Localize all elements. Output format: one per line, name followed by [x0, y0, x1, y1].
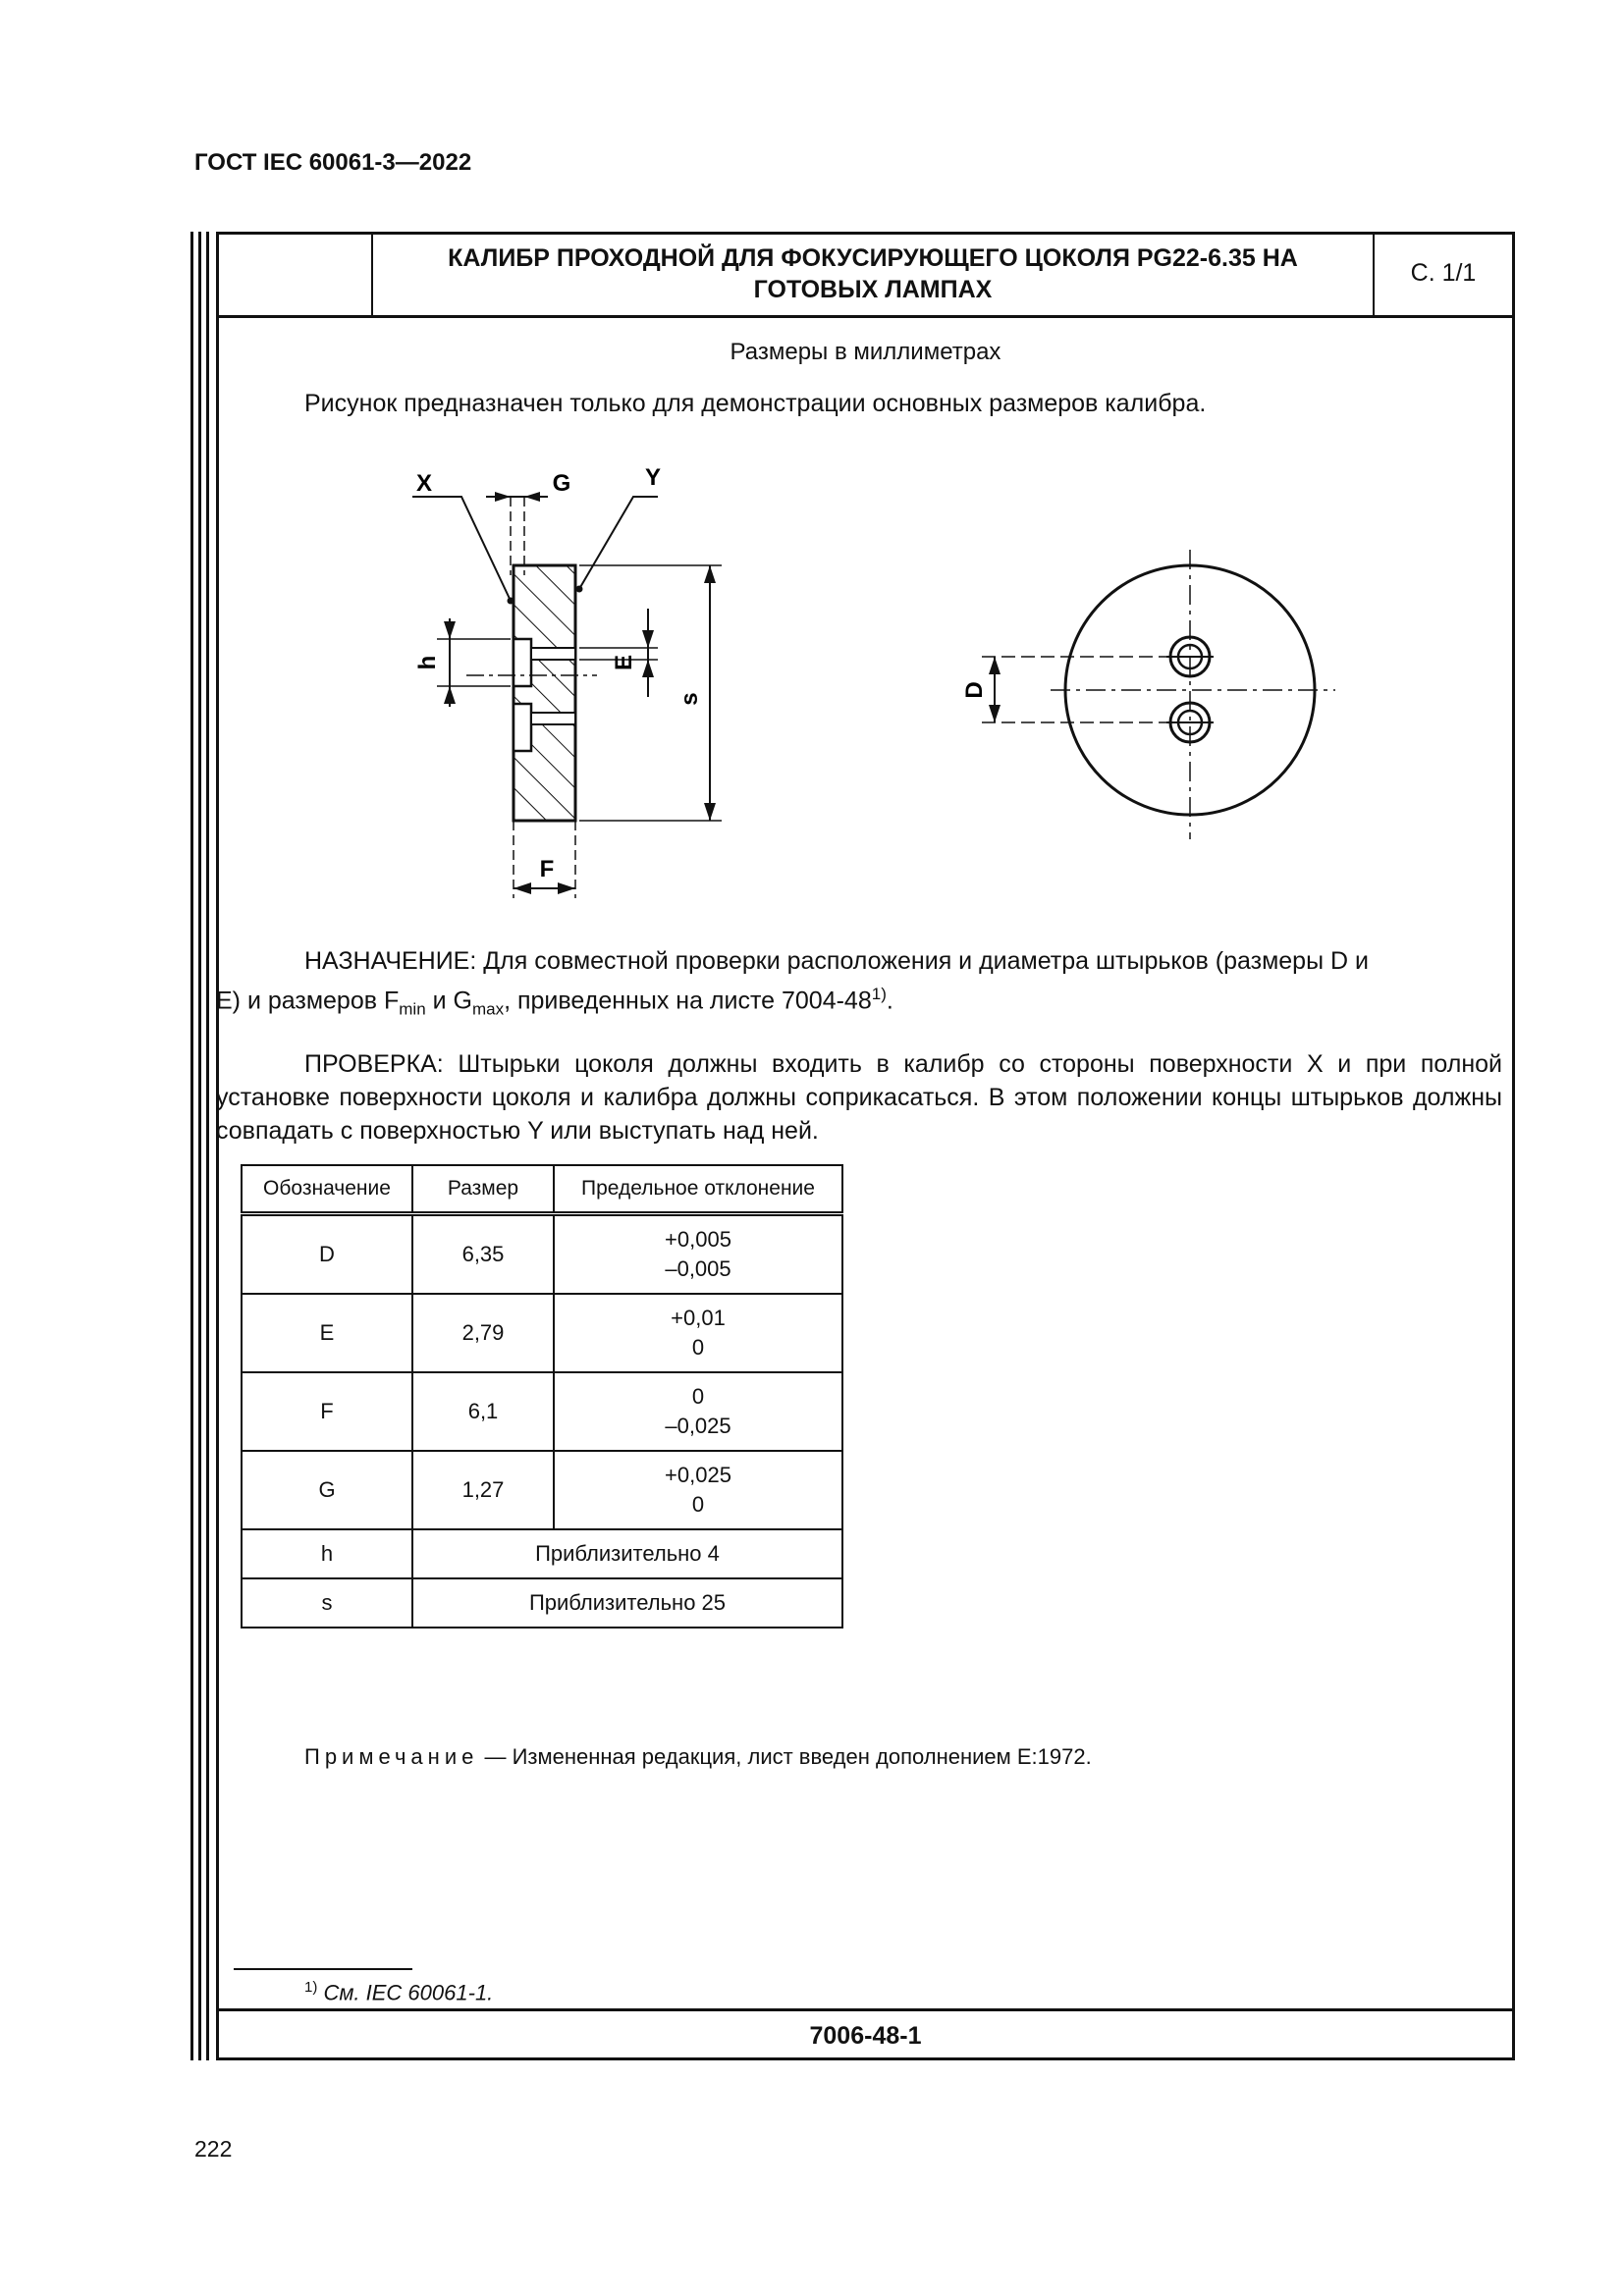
column-header: Предельное отклонение [554, 1165, 842, 1214]
figure-note: Рисунок предназначен только для демонстрации основных размеров калибра. [304, 390, 1207, 417]
purpose-text: и G [425, 987, 472, 1015]
cell-tolerance [554, 1214, 842, 1295]
sheet-title: КАЛИБР ПРОХОДНОЙ ДЛЯ ФОКУСИРУЮЩЕГО ЦОКОЛЯ PG22-6.35 НА ГОТОВЫХ ЛАМПАХ [373, 232, 1375, 315]
units-note: Размеры в миллиметрах [730, 339, 1001, 365]
tolerance-lower: 0 [691, 1492, 705, 1517]
tolerance-lower: 0 [691, 1335, 705, 1360]
table-row [242, 1578, 842, 1628]
purpose-line1: НАЗНАЧЕНИЕ: Для совместной проверки расположения и диаметра штырьков (размеры D и [304, 947, 1369, 975]
cell-tolerance [554, 1451, 842, 1529]
cell-size: 6,35 [412, 1214, 554, 1295]
subscript-min: min [399, 999, 426, 1019]
table-row [242, 1214, 842, 1295]
tolerance-upper: +0,025 [665, 1463, 731, 1487]
cell-symbol: h [242, 1529, 412, 1578]
footnote [304, 1979, 493, 2005]
note-text: — Измененная редакция, лист введен дополнением E:1972. [478, 1744, 1092, 1769]
subscript-max: max [471, 999, 505, 1019]
label-e: E [611, 654, 637, 671]
cell-approx: Приблизительно 25 [412, 1578, 842, 1628]
cell-symbol: E [242, 1294, 412, 1372]
bottom-rule [216, 2008, 1515, 2011]
cell-symbol: D [242, 1214, 412, 1295]
purpose-text: , приведенных на листе 7004-48 [504, 987, 872, 1015]
footnote-rule [234, 1968, 412, 1970]
tolerance-upper: 0 [691, 1384, 705, 1409]
table-header-row [242, 1165, 842, 1214]
tolerance-upper: +0,005 [665, 1227, 731, 1252]
label-s: s [676, 692, 703, 706]
label-g: G [552, 470, 571, 497]
footnote-ref: 1) [871, 985, 887, 1003]
check-text: ПРОВЕРКА: Штырьки цоколя должны входить в калибр со стороны поверхности X и при полной установке поверхности цоколя и калибра должны соприкасаться. В этом положении концы штырьков должны совпадать с поверхностью Y или выступать над ней. [216, 1050, 1502, 1145]
cell-tolerance [554, 1294, 842, 1372]
cell-size: 6,1 [412, 1372, 554, 1451]
standard-header: ГОСТ IEC 60061-3—2022 [194, 149, 472, 176]
cell-symbol: G [242, 1451, 412, 1529]
label-y: Y [644, 464, 662, 491]
cell-symbol: s [242, 1578, 412, 1628]
tolerance-lower: –0,025 [665, 1414, 731, 1438]
table-row [242, 1529, 842, 1578]
table-row [242, 1294, 842, 1372]
footnote-mark: 1) [304, 1979, 318, 1996]
gauge-side-view [412, 492, 722, 898]
cell-symbol: F [242, 1372, 412, 1451]
tolerance-lower: –0,005 [665, 1256, 731, 1281]
table-row [242, 1372, 842, 1451]
purpose-paragraph [216, 944, 1502, 1026]
page-number: 222 [194, 2136, 233, 2162]
sheet-number: 7006-48-1 [809, 2022, 922, 2050]
purpose-text: E) и размеров F [216, 987, 400, 1015]
gauge-drawing [0, 0, 1623, 982]
table-row [242, 1451, 842, 1529]
tolerance-upper: +0,01 [671, 1306, 726, 1330]
check-paragraph [216, 1047, 1502, 1148]
label-d: D [961, 681, 988, 699]
gauge-front-view [982, 550, 1335, 839]
label-h: h [414, 655, 441, 670]
footnote-text: См. IEC 60061-1. [317, 1980, 494, 2005]
dimensions-table [241, 1164, 843, 1629]
cell-size: 1,27 [412, 1451, 554, 1529]
cell-size: 2,79 [412, 1294, 554, 1372]
cell-approx: Приблизительно 4 [412, 1529, 842, 1578]
sheet-code: С. 1/1 [1410, 259, 1477, 287]
cell-tolerance [554, 1372, 842, 1451]
label-f: F [539, 856, 555, 882]
note [304, 1744, 1092, 1770]
label-x: X [415, 470, 433, 497]
column-header: Размер [412, 1165, 554, 1214]
note-label: Примечание [304, 1744, 479, 1769]
column-header: Обозначение [242, 1165, 412, 1214]
purpose-text: . [886, 987, 893, 1015]
